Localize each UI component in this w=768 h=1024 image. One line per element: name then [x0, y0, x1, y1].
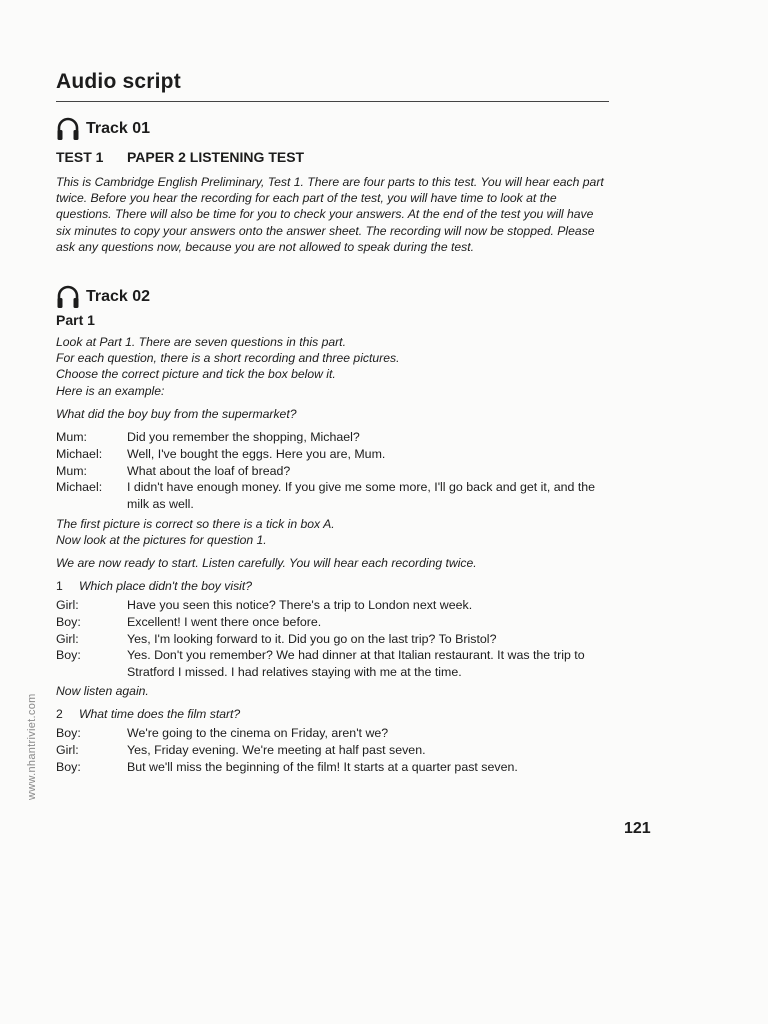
speaker: Boy: — [56, 648, 81, 663]
headphones-icon — [56, 284, 80, 310]
dialogue-line — [56, 631, 612, 648]
dialogue-line — [56, 759, 612, 776]
instruction-line: For each question, there is a short recording and three pictures. — [56, 351, 400, 366]
example-question: What did the boy buy from the supermarket? — [56, 407, 297, 421]
part-instructions — [56, 334, 608, 399]
track-01-heading — [56, 116, 150, 142]
dialogue-line — [56, 742, 612, 759]
test-intro: This is Cambridge English Preliminary, Test 1. There are four parts to this test. You will hear each part twice. Before you hear the recording for each part of the test, you will have time to look at the questions. There will also be time for you to check your answers. At the end of the test you will have six minutes to copy your answers onto the answer sheet. The recording will now be stopped. Please ask any questions now, because you are not allowed to speak during the test. — [56, 175, 604, 254]
question-number: 2 — [56, 707, 63, 721]
question-text: What time does the film start? — [79, 707, 241, 721]
utterance: Well, I've bought the eggs. Here you are, Mum. — [127, 446, 386, 461]
headphones-icon — [56, 116, 80, 142]
listen-again: Now listen again. — [56, 684, 149, 698]
track-02-heading — [56, 284, 150, 310]
paper-label: PAPER 2 LISTENING TEST — [127, 149, 305, 165]
utterance: Excellent! I went there once before. — [127, 614, 322, 629]
page-title: Audio script — [56, 70, 181, 93]
part-heading: Part 1 — [56, 312, 95, 328]
utterance: Yes, Friday evening. We're meeting at half past seven. — [127, 742, 426, 757]
utterance: Did you remember the shopping, Michael? — [127, 430, 360, 444]
track-02-label: Track 02 — [86, 288, 151, 305]
utterance: Have you seen this notice? There's a trip to London next week. — [127, 598, 473, 612]
speaker: Girl: — [56, 631, 79, 646]
utterance: I didn't have enough money. If you give me some more, I'll go back and get it, and the milk as well. — [127, 480, 596, 512]
explanation-line: Now look at the pictures for question 1. — [56, 533, 267, 548]
utterance: But we'll miss the beginning of the film! It starts at a quarter past seven. — [127, 759, 518, 774]
utterance: Yes. Don't you remember? We had dinner at that Italian restaurant. It was the trip to Stratford I missed. I had relatives staying with me at the time. — [127, 648, 585, 680]
question-2 — [56, 707, 240, 721]
title-rule — [56, 101, 609, 102]
website-watermark: www.nhantriviet.com — [26, 693, 38, 800]
question-number: 1 — [56, 579, 63, 593]
dialogue-line — [56, 446, 612, 463]
instruction-line: Choose the correct picture and tick the box below it. — [56, 367, 336, 382]
dialogue-line — [56, 429, 612, 446]
question-1-dialogue — [56, 597, 612, 681]
instruction-line: Here is an example: — [56, 383, 165, 398]
speaker: Girl: — [56, 742, 79, 757]
question-1 — [56, 579, 252, 593]
example-explanation — [56, 516, 608, 548]
explanation-line: The first picture is correct so there is a tick in box A. — [56, 517, 335, 531]
example-dialogue — [56, 429, 612, 513]
dialogue-line — [56, 463, 612, 480]
dialogue-line — [56, 725, 612, 742]
utterance: What about the loaf of bread? — [127, 463, 291, 478]
utterance: We're going to the cinema on Friday, aren't we? — [127, 726, 389, 740]
ready-line: We are now ready to start. Listen carefully. You will hear each recording twice. — [56, 556, 477, 570]
question-text: Which place didn't the boy visit? — [79, 579, 253, 593]
speaker: Michael: — [56, 480, 103, 495]
dialogue-line — [56, 479, 612, 513]
dialogue-line — [56, 597, 612, 614]
speaker: Boy: — [56, 759, 81, 774]
test-label: TEST 1 — [56, 149, 104, 165]
dialogue-line — [56, 647, 612, 681]
speaker: Boy: — [56, 726, 81, 740]
speaker: Michael: — [56, 446, 103, 461]
instruction-line: Look at Part 1. There are seven questions in this part. — [56, 335, 346, 349]
speaker: Mum: — [56, 430, 87, 444]
speaker: Mum: — [56, 463, 87, 478]
speaker: Girl: — [56, 598, 79, 612]
utterance: Yes, I'm looking forward to it. Did you go on the last trip? To Bristol? — [127, 631, 497, 646]
page-number: 121 — [624, 820, 651, 837]
test-heading — [56, 149, 305, 165]
track-01-label: Track 01 — [86, 120, 151, 137]
speaker: Boy: — [56, 614, 81, 629]
question-2-dialogue — [56, 725, 612, 775]
dialogue-line — [56, 614, 612, 631]
